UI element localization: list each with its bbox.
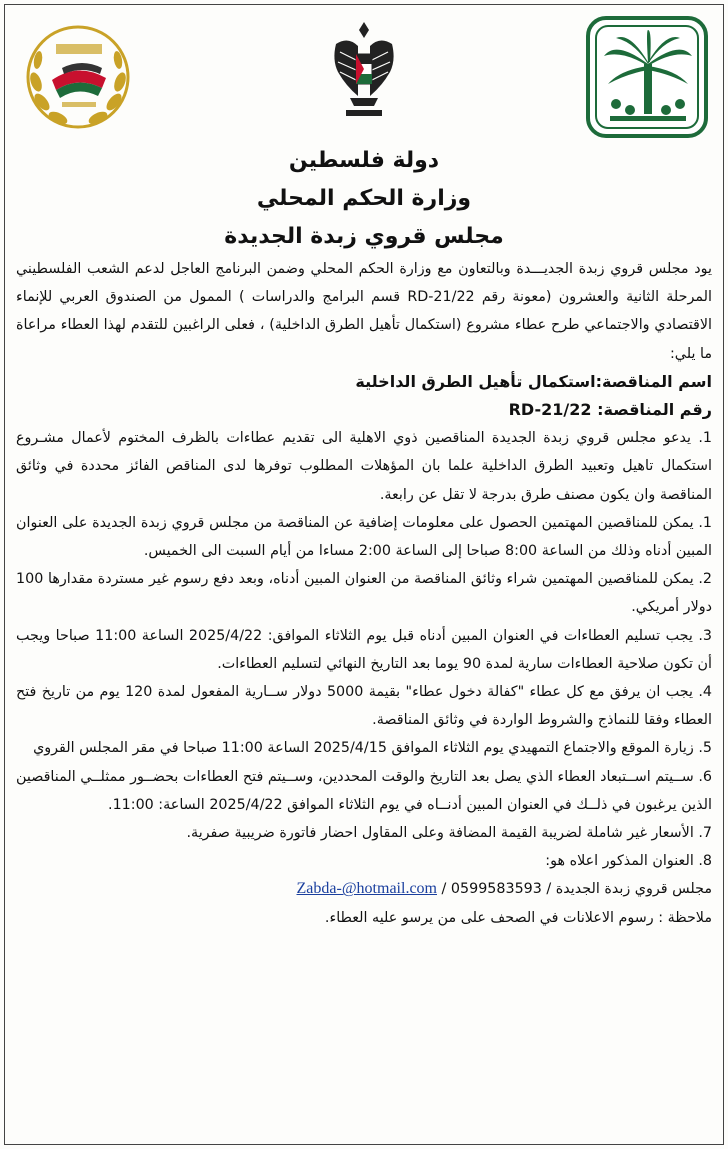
ministry-title: وزارة الحكم المحلي bbox=[256, 186, 472, 211]
item-1: 1. يدعو مجلس قروي زبدة الجديدة المناقصين ذوي الاهلية الى تقديم عطاءات بالظرف المختوم لأعمال مشـروع استكمال تاهيل وتعبيد الطرق الداخلية علما بان المؤهلات المطلوب توفرها لدى المناقص الفائز محددة في وثائق المناقصة وان يكون مصنف طرق بدرجة لا تقل عن رابعة. bbox=[16, 430, 712, 503]
state-title: دولة فلسطين bbox=[288, 148, 440, 173]
item-5: 4. يجب ان يرفق مع كل عطاء "كفالة دخول عطاء" بقيمة 5000 دولار ســارية المفعول لمدة 120 يوم من تاريخ فتح العطاء وفقا للنماذج والشروط الواردة في وثائق المناقصة. bbox=[16, 684, 712, 729]
eagle-emblem-logo bbox=[328, 16, 400, 126]
heading-block bbox=[0, 142, 728, 256]
item-4: 3. يجب تسليم العطاءات في العنوان المبين أدناه قبل يوم الثلاثاء الموافق: 2025/4/22 الساعة 11:00 صباحا ويجب أن تكون صلاحية العطاءات سارية لمدة 90 يوما بعد التاريخ النهائي لتسليم العطاءات. bbox=[16, 627, 712, 672]
palestine-wreath-logo bbox=[22, 22, 134, 132]
item-2: 1. يمكن للمناقصين المهتمين الحصول على معلومات إضافية عن المناقصة من مجلس قروي زبدة الجديدة على العنوان المبين أدناه وذلك من الساعة 8:00 صباحا إلى الساعة 2:00 مساءا من أيام السبت الى الخميس. bbox=[16, 514, 712, 560]
item-3: 2. يمكن للمناقصين المهتمين شراء وثائق المناقصة من العنوان المبين أدناه، وبعد دفع رسوم غير مستردة مقدارها 100 دولار أمريكي. bbox=[16, 571, 712, 616]
contact-phone: مجلس قروي زبدة الجديدة / 0599583593 / bbox=[441, 881, 712, 898]
note-line: ملاحظة : رسوم الاعلانات في الصحف على من يرسو عليه العطاء. bbox=[324, 909, 712, 926]
item-8: 7. الأسعار غير شاملة لضريبة القيمة المضافة وعلى المقاول احضار فاتورة ضريبية صفرية. bbox=[186, 825, 712, 842]
council-title: مجلس قروي زبدة الجديدة bbox=[224, 224, 504, 249]
contact-email-link[interactable]: Zabda-@hotmail.com bbox=[296, 880, 437, 898]
local-council-palm-logo bbox=[586, 16, 708, 138]
contact-line bbox=[16, 875, 712, 903]
intro-paragraph: يود مجلس قروي زبدة الجديـــدة وبالتعاون مع وزارة الحكم المحلي وضمن البرنامج العاجل لدعم الشعب الفلسطيني المرحلة الثانية والعشرون (معونة رقم 22/RD-21 قسم البرامج والدراسات ) الممول من الصندوق العربي للإنماء الاقتصادي والاجتماعي طرح عطاء مشروع (استكمال تأهيل الطرق الداخلية) ، فعلى الراغبين للتقدم لهذا العطاء مراعاة ما يلي: bbox=[16, 261, 712, 362]
tender-name: اسم المناقصة:استكمال تأهيل الطرق الداخلية bbox=[355, 371, 712, 391]
announcement-body bbox=[16, 255, 712, 932]
tender-number: رقم المناقصة: 22/RD-21 bbox=[508, 400, 712, 420]
item-9: 8. العنوان المذكور اعلاه هو: bbox=[545, 853, 712, 870]
item-7: 6. ســيتم اســتبعاد العطاء الذي يصل بعد التاريخ والوقت المحددين، وســيتم فتح العطاءات بحضــور ممثلــي المناقصين الذين يرغبون في ذلــك في العنوان المبين أدنــاه في يوم الثلاثاء الموافق 2025/4/22 الساعة: 11:00. bbox=[16, 768, 712, 813]
item-6: 5. زيارة الموقع والاجتماع التمهيدي يوم الثلاثاء الموافق 2025/4/15 الساعة 11:00 صباحا في مقر المجلس القروي bbox=[33, 740, 712, 757]
